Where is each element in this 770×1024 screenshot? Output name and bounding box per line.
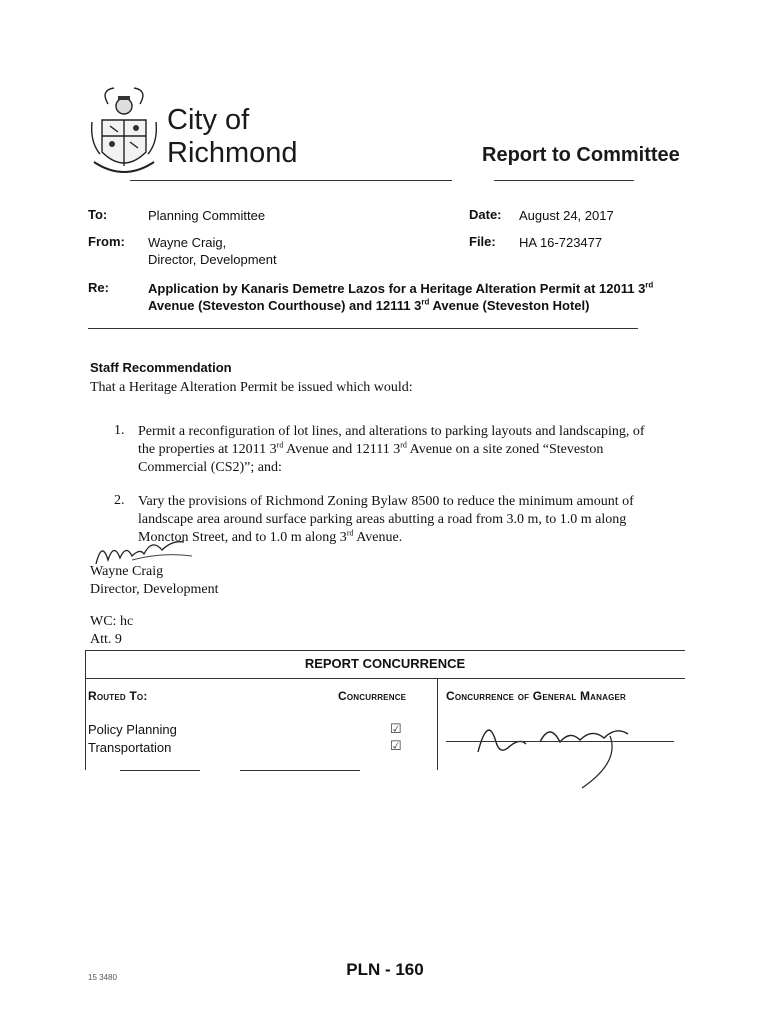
table-column-divider [437, 678, 438, 770]
signature-title: Director, Development [90, 582, 219, 597]
attachments-line: Att. 9 [90, 632, 122, 647]
item1-text-2: Avenue and 12111 3 [283, 442, 401, 457]
date-label: Date: [469, 207, 502, 222]
signature-name: Wayne Craig [90, 564, 164, 579]
re-sup-2: rd [421, 297, 430, 307]
document-code: 15 3480 [88, 973, 117, 982]
recommendation-intro: That a Heritage Alteration Permit be issued which would: [90, 380, 413, 395]
table-left-border [85, 650, 86, 770]
item2-sup-1: rd [346, 528, 354, 538]
gm-signature [470, 712, 650, 792]
city-name [167, 104, 298, 170]
table-top-rule [85, 650, 685, 651]
initials-line: WC: hc [90, 614, 134, 629]
gm-concurrence-header: Concurrence of General Manager [446, 689, 627, 703]
from-title: Director, Development [148, 252, 277, 267]
re-sup-1: rd [645, 280, 654, 290]
recommendation-item-2 [138, 493, 663, 547]
table-bottom-rule [240, 770, 360, 771]
item1-sup-1: rd [276, 440, 284, 450]
re-subject [148, 280, 658, 314]
table-heading-rule [85, 678, 685, 679]
report-title: Report to Committee [482, 144, 680, 166]
re-rule [88, 328, 638, 329]
date-value: August 24, 2017 [519, 208, 614, 223]
to-label: To: [88, 207, 108, 222]
checked-box-icon: ☑ [390, 738, 402, 753]
city-name-line1: City of [167, 104, 250, 136]
file-value: HA 16-723477 [519, 235, 603, 250]
from-value [148, 234, 277, 268]
item2-text-2: Avenue. [353, 530, 403, 545]
checked-box-icon: ☑ [390, 721, 402, 736]
city-crest-icon [88, 82, 160, 182]
routed-to-header: Routed To: [88, 689, 148, 703]
file-label: File: [469, 234, 496, 249]
recommendation-item-1 [138, 423, 663, 477]
table-bottom-rule-left [120, 770, 200, 771]
recommendation-heading: Staff Recommendation [90, 360, 232, 375]
header-rule [130, 180, 452, 181]
department-policy-planning: Policy Planning [88, 722, 177, 737]
page-number: PLN - 160 [346, 960, 424, 979]
item1-sup-2: rd [400, 440, 407, 450]
from-name: Wayne Craig, [148, 235, 227, 250]
item-number-1: 1. [114, 423, 125, 438]
concurrence-heading: REPORT CONCURRENCE [304, 656, 466, 671]
re-text-3: Avenue (Steveston Hotel) [429, 298, 590, 313]
header-rule-right [494, 180, 634, 181]
concurrence-column-header: Concurrence [338, 689, 407, 703]
item-number-2: 2. [114, 493, 125, 508]
to-value: Planning Committee [148, 208, 266, 223]
item1-text-3: Avenue on a site zoned “Steveston Commercial (CS2)”; and: [138, 442, 604, 475]
re-label: Re: [88, 280, 109, 295]
item1-text-1: Permit a reconfiguration of lot lines, and alterations to parking layouts and landscaping, of the properties at 12011 3 [138, 424, 645, 457]
city-name-line2: Richmond [167, 137, 298, 169]
from-label: From: [88, 234, 125, 249]
item2-text-1: Vary the provisions of Richmond Zoning Bylaw 8500 to reduce the minimum amount of landscape area around surface parking areas abutting a road from 3.0 m, to 1.0 m along Moncton Street, and to 1.0 m along 3 [138, 494, 634, 545]
gm-signature-line [446, 741, 674, 742]
department-transportation: Transportation [88, 740, 172, 755]
re-text-2: Avenue (Steveston Courthouse) and 12111 3 [148, 298, 422, 313]
re-text-1: Application by Kanaris Demetre Lazos for a Heritage Alteration Permit at 12011 3 [148, 281, 646, 296]
